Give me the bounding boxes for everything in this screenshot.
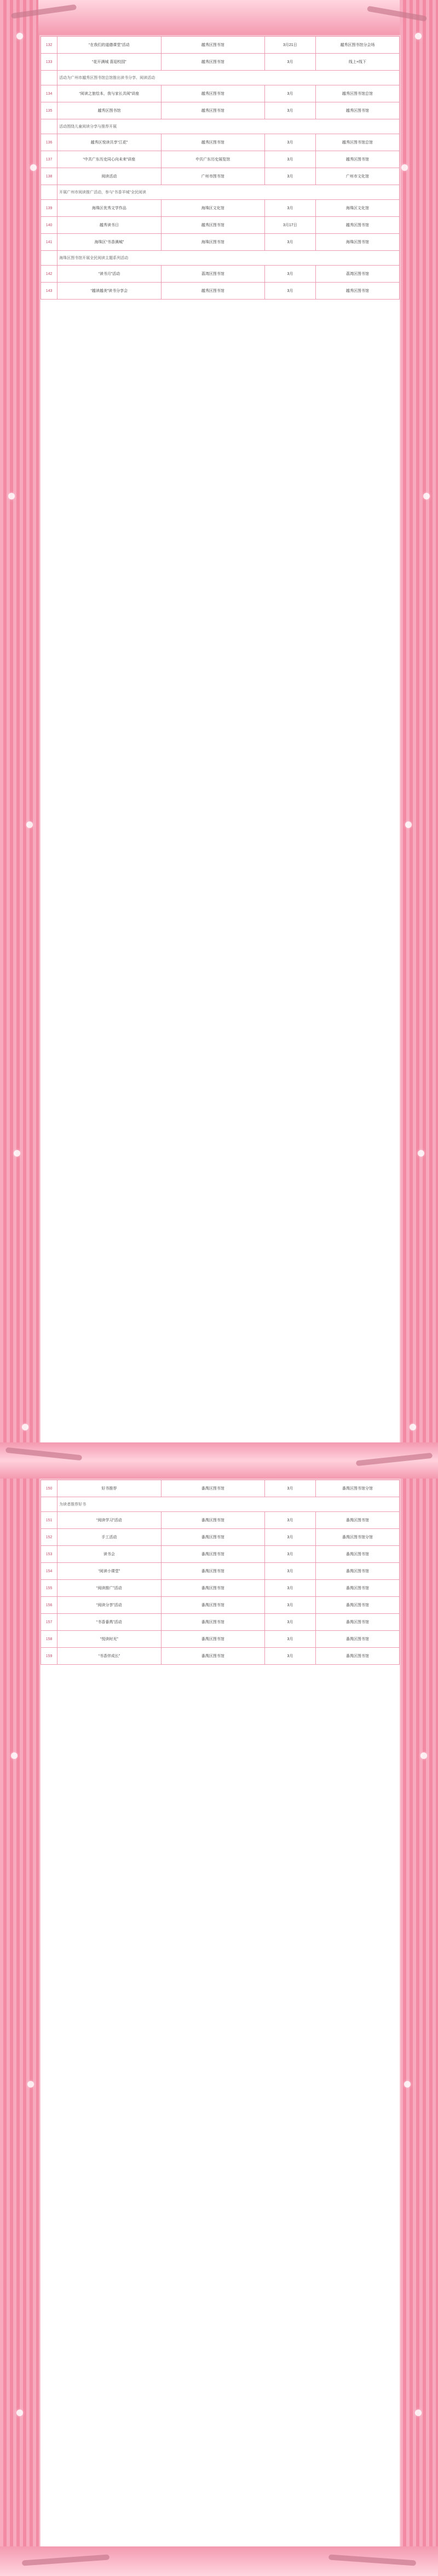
cell-type: 番禺区图书馆 xyxy=(315,1546,399,1563)
cell-type: 越秀区图书馆总馆 xyxy=(315,134,399,151)
table-row xyxy=(41,1546,400,1563)
blossom-icon xyxy=(16,33,23,39)
cell-spacer xyxy=(41,1497,57,1512)
cell-name: “花开满城 喜迎校园” xyxy=(57,54,161,71)
cell-num: 151 xyxy=(41,1512,57,1529)
cell-name: “书香伴成长” xyxy=(57,1648,161,1665)
blossom-icon xyxy=(423,493,430,499)
cell-date: 3月 xyxy=(264,200,315,217)
blossom-icon xyxy=(401,164,408,171)
cell-num: 158 xyxy=(41,1631,57,1648)
cell-type: 番禺区图书馆 xyxy=(315,1631,399,1648)
cell-type: 越秀区图书馆 xyxy=(315,151,399,168)
cell-num: 159 xyxy=(41,1648,57,1665)
cell-date: 3月 xyxy=(264,283,315,300)
cell-desc: 海珠区图书馆开展全民阅读主题系列活动 xyxy=(57,251,400,266)
cell-num: 154 xyxy=(41,1563,57,1580)
cell-type: 越秀区图书馆 xyxy=(315,102,399,119)
right-stripes xyxy=(400,0,438,2576)
cell-num: 132 xyxy=(41,37,57,54)
cell-name: 阅读活动 xyxy=(57,168,161,185)
cell-place: 越秀区图书馆 xyxy=(161,85,264,102)
cell-num: 143 xyxy=(41,283,57,300)
table-row xyxy=(41,266,400,283)
cell-date: 3月 xyxy=(264,1597,315,1614)
cell-date: 3月 xyxy=(264,1614,315,1631)
cell-type: 越秀区图书馆分会场 xyxy=(315,37,399,54)
table-row xyxy=(41,102,400,119)
table-row xyxy=(41,37,400,54)
cell-date: 3月 xyxy=(264,1648,315,1665)
table-row-description xyxy=(41,1497,400,1512)
cell-num: 138 xyxy=(41,168,57,185)
table-row-description xyxy=(41,119,400,134)
cell-name: 好书推荐 xyxy=(57,1480,161,1497)
blossom-icon xyxy=(14,1150,20,1157)
cell-name: “书香番禺”活动 xyxy=(57,1614,161,1631)
cell-type: 海珠区文化馆 xyxy=(315,200,399,217)
cell-place: 番禺区图书馆 xyxy=(161,1546,264,1563)
cell-date: 3月 xyxy=(264,1631,315,1648)
cell-place: 番禺区图书馆 xyxy=(161,1512,264,1529)
table-row xyxy=(41,168,400,185)
table-row-description xyxy=(41,71,400,85)
cell-place: 番禺区图书馆 xyxy=(161,1563,264,1580)
cell-num: 133 xyxy=(41,54,57,71)
table-row xyxy=(41,283,400,300)
cell-date: 3月 xyxy=(264,134,315,151)
cell-type: 番禺区图书馆 xyxy=(315,1614,399,1631)
blossom-icon xyxy=(27,2081,34,2088)
cell-date: 3月 xyxy=(264,1580,315,1597)
cell-date: 3月 xyxy=(264,168,315,185)
blossom-icon xyxy=(30,164,37,171)
table-row xyxy=(41,1512,400,1529)
cell-date: 3月 xyxy=(264,85,315,102)
cell-place: 海珠区图书馆 xyxy=(161,234,264,251)
cell-name: 越秀读书日 xyxy=(57,217,161,234)
table-row xyxy=(41,234,400,251)
cell-type: 广州市文化馆 xyxy=(315,168,399,185)
blossom-icon xyxy=(26,821,33,828)
cell-name: 海珠区优秀文学作品 xyxy=(57,200,161,217)
cell-num: 134 xyxy=(41,85,57,102)
cell-date: 3月 xyxy=(264,1480,315,1497)
cell-date: 3月 xyxy=(264,102,315,119)
activities-table-1 xyxy=(41,36,400,300)
cell-place: 中共广东历史展览馆 xyxy=(161,151,264,168)
cell-type: 荔湾区图书馆 xyxy=(315,266,399,283)
cell-num: 157 xyxy=(41,1614,57,1631)
cell-place: 越秀区图书馆 xyxy=(161,54,264,71)
cell-name: “阅读推广”活动 xyxy=(57,1580,161,1597)
table-row xyxy=(41,217,400,234)
cell-date: 3月 xyxy=(264,1529,315,1546)
blossom-icon xyxy=(22,1424,28,1430)
cell-num: 153 xyxy=(41,1546,57,1563)
blossom-icon xyxy=(16,2410,23,2416)
cell-date: 3月21日 xyxy=(264,37,315,54)
table-row xyxy=(41,134,400,151)
table-row xyxy=(41,1597,400,1614)
table-row xyxy=(41,85,400,102)
cell-type: 番禺区图书馆分馆 xyxy=(315,1529,399,1546)
cell-name: “悦读时光” xyxy=(57,1631,161,1648)
cell-desc: 活动围绕儿童阅读分享与推荐开展 xyxy=(57,119,400,134)
cell-type: 番禺区图书馆分馆 xyxy=(315,1480,399,1497)
cell-num: 137 xyxy=(41,151,57,168)
blossom-icon xyxy=(420,1752,427,1759)
cell-date: 3月 xyxy=(264,54,315,71)
cell-spacer xyxy=(41,251,57,266)
cell-place: 番禺区图书馆 xyxy=(161,1597,264,1614)
table-row xyxy=(41,1648,400,1665)
cell-date: 3月 xyxy=(264,1563,315,1580)
cell-name: 越秀区图书馆 xyxy=(57,102,161,119)
blossom-icon xyxy=(404,2081,411,2088)
blossom-icon xyxy=(11,1752,18,1759)
blossom-icon xyxy=(405,821,412,828)
cell-num: 141 xyxy=(41,234,57,251)
cell-place: 越秀区图书馆 xyxy=(161,134,264,151)
cell-desc: 开展广州市阅读推广活动，参与“书香羊城”全民阅读 xyxy=(57,185,400,200)
cell-type: 海珠区图书馆 xyxy=(315,234,399,251)
cell-num: 142 xyxy=(41,266,57,283)
cell-date: 3月 xyxy=(264,234,315,251)
table-row xyxy=(41,54,400,71)
cell-name: “阅读之旅绘本，我与家长共阅”讲座 xyxy=(57,85,161,102)
cell-spacer xyxy=(41,185,57,200)
table-row-description xyxy=(41,185,400,200)
table-row-description xyxy=(41,251,400,266)
cell-spacer xyxy=(41,71,57,85)
cell-date: 3月 xyxy=(264,151,315,168)
cell-name: 手工活动 xyxy=(57,1529,161,1546)
cell-type: 番禺区图书馆 xyxy=(315,1580,399,1597)
table-row xyxy=(41,200,400,217)
cell-desc: 为读者推荐好书 xyxy=(57,1497,400,1512)
cell-num: 150 xyxy=(41,1480,57,1497)
cell-place: 番禺区图书馆 xyxy=(161,1580,264,1597)
cell-type: 越秀区图书馆 xyxy=(315,217,399,234)
table-row xyxy=(41,1614,400,1631)
cell-date: 3月 xyxy=(264,1546,315,1563)
cell-name: 读书会 xyxy=(57,1546,161,1563)
cell-name: “阅读分享”活动 xyxy=(57,1597,161,1614)
table-row xyxy=(41,1580,400,1597)
cell-type: 线上+线下 xyxy=(315,54,399,71)
cell-place: 番禺区图书馆 xyxy=(161,1648,264,1665)
cell-place: 番禺区图书馆 xyxy=(161,1614,264,1631)
blossom-icon xyxy=(8,493,15,499)
cell-place: 越秀区图书馆 xyxy=(161,102,264,119)
blossom-icon xyxy=(418,1150,424,1157)
cell-place: 荔湾区图书馆 xyxy=(161,266,264,283)
cell-place: 越秀区图书馆 xyxy=(161,217,264,234)
cell-name: “阅读小课堂” xyxy=(57,1563,161,1580)
cell-type: 番禺区图书馆 xyxy=(315,1563,399,1580)
cell-num: 156 xyxy=(41,1597,57,1614)
cell-date: 3月17日 xyxy=(264,217,315,234)
cell-type: 番禺区图书馆 xyxy=(315,1597,399,1614)
cell-place: 番禺区图书馆 xyxy=(161,1529,264,1546)
cell-num: 136 xyxy=(41,134,57,151)
cell-num: 155 xyxy=(41,1580,57,1597)
cell-num: 140 xyxy=(41,217,57,234)
cell-name: “在我们的道德课堂”活动 xyxy=(57,37,161,54)
cell-name: “读书月”活动 xyxy=(57,266,161,283)
table-row xyxy=(41,1563,400,1580)
left-stripes xyxy=(0,0,38,2576)
blossom-icon xyxy=(415,33,422,39)
cell-name: “越读越美”读书分享会 xyxy=(57,283,161,300)
cell-name: “中共广东历史同心向未来”讲座 xyxy=(57,151,161,168)
table-row xyxy=(41,1529,400,1546)
cell-num: 139 xyxy=(41,200,57,217)
cell-place: 越秀区图书馆 xyxy=(161,37,264,54)
blossom-icon xyxy=(410,1424,416,1430)
cell-num: 135 xyxy=(41,102,57,119)
cell-type: 越秀区图书馆 xyxy=(315,283,399,300)
table-row xyxy=(41,1480,400,1497)
cell-place: 番禺区图书馆 xyxy=(161,1480,264,1497)
cell-place: 广州市图书馆 xyxy=(161,168,264,185)
table-panel-1 xyxy=(39,35,401,1445)
table-panel-2 xyxy=(39,1479,401,2549)
blossom-icon xyxy=(415,2410,422,2416)
cell-place: 越秀区图书馆 xyxy=(161,283,264,300)
cell-name: 越秀区悦读共享“江花” xyxy=(57,134,161,151)
cell-name: 海珠区“书香满城” xyxy=(57,234,161,251)
cell-spacer xyxy=(41,119,57,134)
cell-date: 3月 xyxy=(264,1512,315,1529)
cell-type: 越秀区图书馆总馆 xyxy=(315,85,399,102)
cell-num: 152 xyxy=(41,1529,57,1546)
table-row xyxy=(41,1631,400,1648)
cell-place: 海珠区文化馆 xyxy=(161,200,264,217)
table-row xyxy=(41,151,400,168)
cell-desc: 活动为广州市越秀区图书馆总馆推出读书分享、阅读活动 xyxy=(57,71,400,85)
cell-type: 番禺区图书馆 xyxy=(315,1512,399,1529)
cell-name: “阅读学习”活动 xyxy=(57,1512,161,1529)
cell-date: 3月 xyxy=(264,266,315,283)
activities-table-2 xyxy=(41,1480,400,1665)
cell-place: 番禺区图书馆 xyxy=(161,1631,264,1648)
cell-type: 番禺区图书馆 xyxy=(315,1648,399,1665)
